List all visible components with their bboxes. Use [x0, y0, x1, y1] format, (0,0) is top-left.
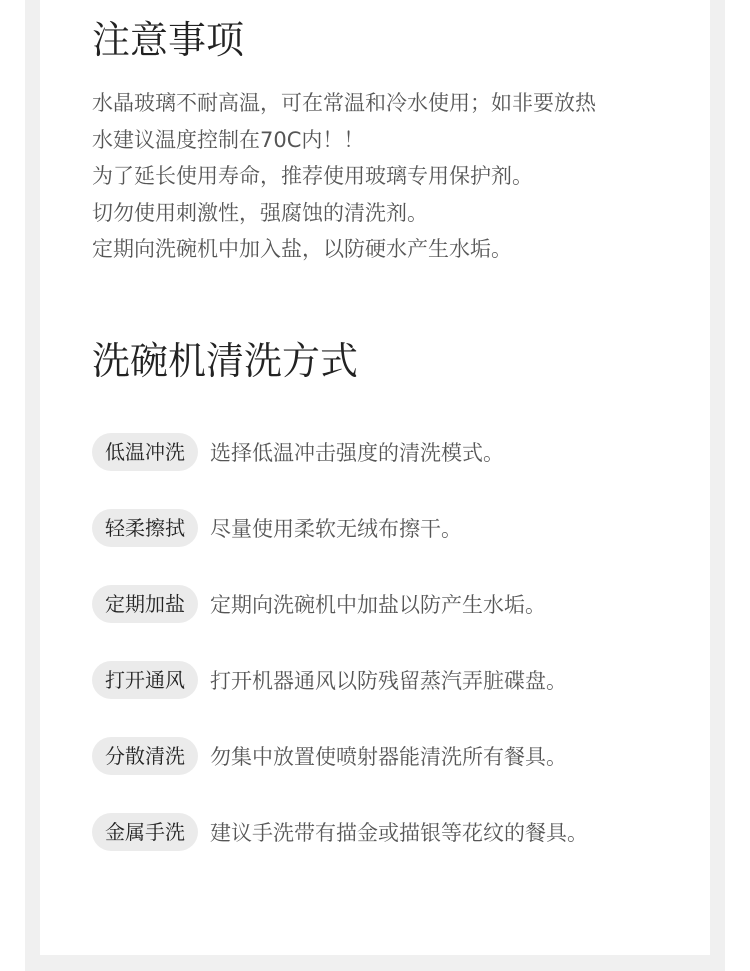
- cleaning-method-item: [92, 661, 692, 699]
- method-tag: 定期加盐: [92, 585, 198, 623]
- cleaning-method-item: [92, 509, 692, 547]
- method-description: 选择低温冲击强度的清洗模式。: [210, 441, 504, 465]
- method-description: 建议手洗带有描金或描银等花纹的餐具。: [210, 821, 588, 845]
- notice-line: 切勿使用刺激性，强腐蚀的清洗剂。: [92, 200, 428, 225]
- cleaning-method-item: [92, 813, 692, 851]
- method-description: 打开机器通风以防残留蒸汽弄脏碟盘。: [210, 669, 567, 693]
- method-tag: 分散清洗: [92, 737, 198, 775]
- method-tag: 轻柔擦拭: [92, 509, 198, 547]
- cleaning-title: 洗碗机清洗方式: [92, 339, 359, 383]
- cleaning-method-item: [92, 737, 692, 775]
- notice-line: 为了延长使用寿命，推荐使用玻璃专用保护剂。: [92, 164, 533, 188]
- notice-line: 水建议温度控制在70C内！！: [92, 127, 365, 152]
- method-tag: 打开通风: [92, 661, 198, 699]
- cleaning-method-item: [92, 433, 692, 471]
- cleaning-method-item: [92, 585, 692, 623]
- cleaning-method-list: [92, 433, 692, 889]
- notice-list: [92, 85, 692, 268]
- method-description: 勿集中放置使喷射器能清洗所有餐具。: [210, 745, 567, 769]
- method-description: 定期向洗碗机中加盐以防产生水垢。: [210, 593, 546, 617]
- method-description: 尽量使用柔软无绒布擦干。: [210, 517, 462, 541]
- notice-title: 注意事项: [92, 18, 245, 62]
- method-tag: 低温冲洗: [92, 433, 198, 471]
- notice-line: 定期向洗碗机中加入盐，以防硬水产生水垢。: [92, 237, 512, 261]
- method-tag: 金属手洗: [92, 813, 198, 851]
- notice-line: 水晶玻璃不耐高温，可在常温和冷水使用；如非要放热: [92, 91, 596, 115]
